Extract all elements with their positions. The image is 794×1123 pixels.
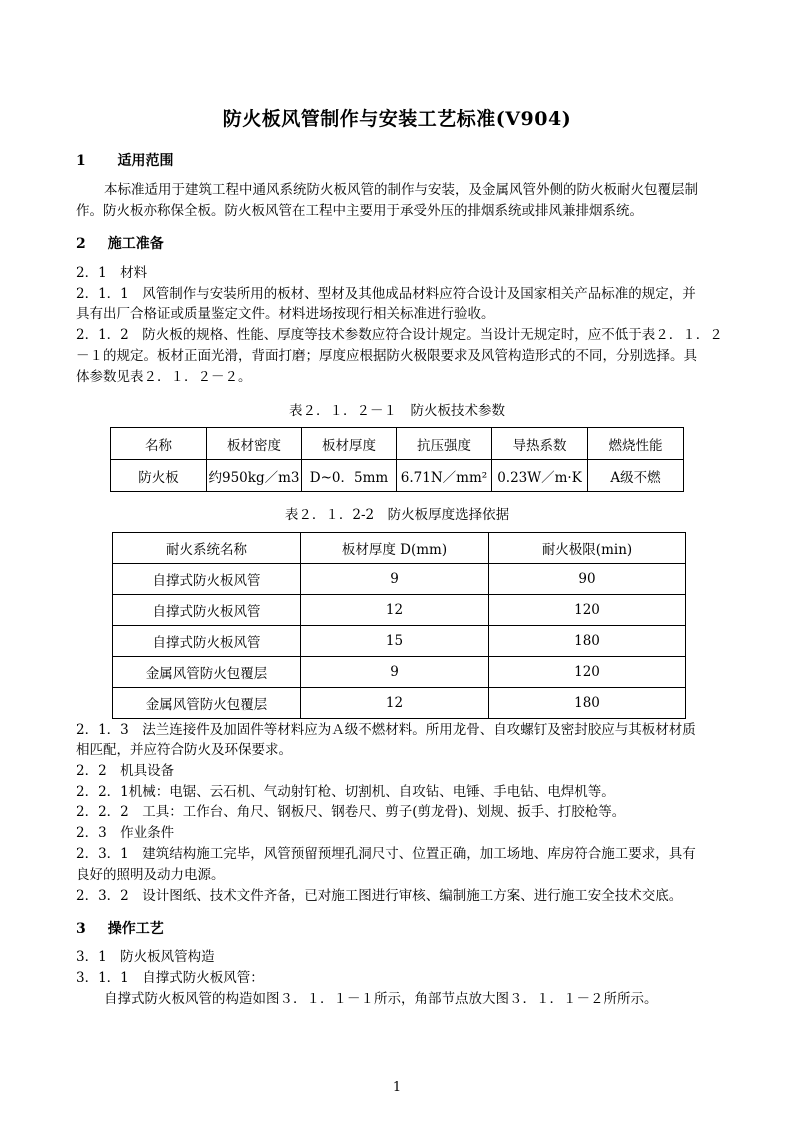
table-header-cell: 板材厚度 D(mm) <box>301 533 489 564</box>
table-cell: 自撑式防火板风管 <box>113 595 301 626</box>
section-title: 施工准备 <box>107 236 164 252</box>
table-1-caption: 表２．１．２－１ 防火板技术参数 <box>289 403 505 419</box>
table-header-cell: 耐火极限(min) <box>489 533 686 564</box>
table-cell: 0.23W／m·K <box>492 460 588 492</box>
table-header-cell: 板材密度 <box>207 428 302 460</box>
table-row <box>111 460 684 492</box>
table-cell: 约950kg／m3 <box>207 460 302 492</box>
table-cell: 9 <box>301 657 489 688</box>
paragraph-line: 体参数见表２．１．２－２。 <box>76 369 252 385</box>
table-row <box>113 564 686 595</box>
section-title: 适用范围 <box>117 153 174 169</box>
subsection-heading: 2．3 作业条件 <box>76 825 175 841</box>
section-3-heading <box>76 918 164 938</box>
paragraph-line: 2．2．1机械：电锯、云石机、气动射钉枪、切割机、自攻钻、电锤、手电钻、电焊机等。 <box>76 784 615 800</box>
paragraph-line: 2．2．2 工具：工作台、角尺、钢板尺、钢卷尺、剪子(剪龙骨)、划规、扳手、打胶枪等。 <box>76 804 626 820</box>
table-row <box>113 657 686 688</box>
table-cell: 180 <box>489 688 686 719</box>
section-number: 3 <box>76 921 86 937</box>
table-header-cell: 燃烧性能 <box>588 428 684 460</box>
paragraph-line: 2．1．2 防火板的规格、性能、厚度等技术参数应符合设计规定。当设计无规定时，应不低于表２．１．２ <box>76 327 723 343</box>
table-cell: D~0．5mm <box>302 460 397 492</box>
table-cell: 180 <box>489 626 686 657</box>
table-row <box>113 626 686 657</box>
table-row <box>113 688 686 719</box>
table-cell: 9 <box>301 564 489 595</box>
table-cell: 自撑式防火板风管 <box>113 626 301 657</box>
section-2-heading <box>76 233 164 253</box>
thickness-selection-table <box>112 532 686 719</box>
table-cell: 90 <box>489 564 686 595</box>
section-number: 2 <box>76 236 86 252</box>
subsection-heading: 2．1 材料 <box>76 265 148 281</box>
section-number: 1 <box>76 153 86 169</box>
table-header-cell: 名称 <box>111 428 207 460</box>
paragraph-line: 本标准适用于建筑工程中通风系统防火板风管的制作与安装，及金属风管外侧的防火板耐火包覆层制 <box>104 182 698 198</box>
table-row <box>113 595 686 626</box>
paragraph-line: 自撑式防火板风管的构造如图３．１．１－１所示，角部节点放大图３．１．１－２所所示。 <box>104 991 658 1007</box>
table-cell: 12 <box>301 688 489 719</box>
tech-params-table <box>110 427 684 492</box>
paragraph-line: 2．3．1 建筑结构施工完毕，风管预留预埋孔洞尺寸、位置正确，加工场地、库房符合施工要求，具有 <box>76 846 696 862</box>
paragraph-line: －１的规定。板材正面光滑，背面打磨；厚度应根据防火极限要求及风管构造形式的不同，分别选择。具 <box>76 348 697 364</box>
paragraph-line: 相匹配，并应符合防火及环保要求。 <box>76 742 292 758</box>
paragraph-line: 2．1．1 风管制作与安装所用的板材、型材及其他成品材料应符合设计及国家相关产品标准的规定，并 <box>76 286 696 302</box>
table-cell: 自撑式防火板风管 <box>113 564 301 595</box>
table-2-caption: 表２．１．2-2 防火板厚度选择依据 <box>284 507 510 523</box>
table-cell: 金属风管防火包覆层 <box>113 688 301 719</box>
document-title: 防火板风管制作与安装工艺标准(V904) <box>222 108 572 130</box>
table-header-cell: 耐火系统名称 <box>113 533 301 564</box>
table-cell: 120 <box>489 657 686 688</box>
paragraph-line: 2．3．2 设计图纸、技术文件齐备，已对施工图进行审核、编制施工方案、进行施工安全技术交底。 <box>76 888 683 904</box>
subsection-heading: 3．1．1 自撑式防火板风管： <box>76 970 264 986</box>
table-cell: 防火板 <box>111 460 207 492</box>
table-cell: 120 <box>489 595 686 626</box>
section-title: 操作工艺 <box>107 921 164 937</box>
paragraph-line: 具有出厂合格证或质量鉴定文件。材料进场按现行相关标准进行验收。 <box>76 306 495 322</box>
paragraph-line: 良好的照明及动力电源。 <box>76 867 225 883</box>
table-header-row <box>113 533 686 564</box>
table-header-row <box>111 428 684 460</box>
paragraph-line: 2．1．3 法兰连接件及加固件等材料应为Ａ级不燃材料。所用龙骨、自攻螺钉及密封胶应与其板材材质 <box>76 722 696 738</box>
table-cell: A级不燃 <box>588 460 684 492</box>
table-cell: 12 <box>301 595 489 626</box>
page-number: 1 <box>392 1080 402 1095</box>
subsection-heading: 2．2 机具设备 <box>76 763 175 779</box>
table-header-cell: 导热系数 <box>492 428 588 460</box>
table-cell: 金属风管防火包覆层 <box>113 657 301 688</box>
section-1-heading <box>76 150 174 170</box>
table-header-cell: 板材厚度 <box>302 428 397 460</box>
table-header-cell: 抗压强度 <box>397 428 492 460</box>
table-cell: 6.71N／mm² <box>397 460 492 492</box>
paragraph-line: 作。防火板亦称保全板。防火板风管在工程中主要用于承受外压的排烟系统或排风兼排烟系统。 <box>76 203 643 219</box>
table-cell: 15 <box>301 626 489 657</box>
subsection-heading: 3．1 防火板风管构造 <box>76 949 215 965</box>
